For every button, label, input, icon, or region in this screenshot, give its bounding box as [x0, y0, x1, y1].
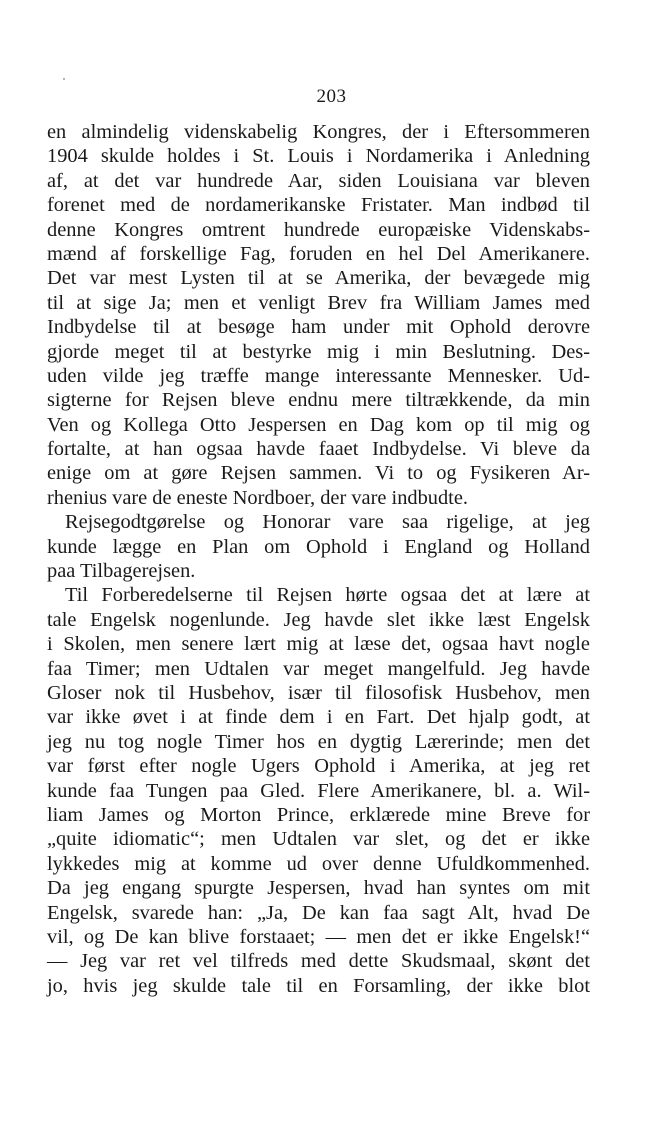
paper-speck — [63, 78, 65, 80]
text-line: paa Tilbagerejsen. — [47, 560, 196, 583]
text-line: Til Forberedelserne til Rejsen hørte ogsaa det at lære at — [65, 584, 590, 607]
body-text — [47, 120, 590, 998]
text-line: tale Engelsk nogenlunde. Jeg havde slet ikke læst Engelsk — [47, 608, 590, 631]
text-line: uden vilde jeg træffe mange interessante Mennesker. Ud- — [47, 364, 590, 387]
text-line: mænd af forskellige Fag, foruden en hel Del Amerikanere. — [47, 242, 590, 265]
text-line: i Skolen, men senere lært mig at læse det, ogsaa havt nogle — [47, 633, 590, 656]
text-line: fortalte, at han ogsaa havde faaet Indbydelse. Vi bleve da — [47, 438, 590, 461]
text-line: Indbydelse til at besøge ham under mit Ophold derovre — [47, 316, 590, 339]
text-line: var først efter nogle Ugers Ophold i Amerika, at jeg ret — [47, 755, 590, 778]
text-line: var ikke øvet i at finde dem i en Fart. Det hjalp godt, at — [47, 706, 590, 729]
text-line: vil, og De kan blive forstaaet; — men det er ikke Engelsk!“ — [47, 925, 590, 948]
text-line: faa Timer; men Udtalen var meget mangelfuld. Jeg havde — [47, 657, 590, 680]
text-line: 1904 skulde holdes i St. Louis i Nordamerika i Anledning — [47, 145, 590, 168]
text-line: jeg nu tog nogle Timer hos en dygtig Lærerinde; men det — [47, 730, 590, 753]
text-line: Da jeg engang spurgte Jespersen, hvad han syntes om mit — [47, 877, 590, 900]
text-line: Engelsk, svarede han: „Ja, De kan faa sagt Alt, hvad De — [47, 901, 590, 924]
text-line: en almindelig videnskabelig Kongres, der i Eftersommeren — [47, 121, 590, 143]
text-line: „quite idiomatic“; men Udtalen var slet, og det er ikke — [47, 828, 590, 851]
text-line: sigterne for Rejsen bleve endnu mere tiltrækkende, da min — [47, 389, 590, 412]
text-line: Gloser nok til Husbehov, især til filosofisk Husbehov, men — [47, 681, 590, 704]
text-line: lykkedes mig at komme ud over denne Ufuldkommenhed. — [47, 852, 590, 875]
text-line: rhenius vare de eneste Nordboer, der vare indbudte. — [47, 486, 468, 509]
text-line: kunde faa Tungen paa Gled. Flere Amerikanere, bl. a. Wil- — [47, 779, 590, 802]
text-line: til at sige Ja; men et venligt Brev fra William James med — [47, 291, 590, 314]
text-line: — Jeg var ret vel tilfreds med dette Skudsmaal, skønt det — [47, 950, 590, 973]
text-line: forenet med de nordamerikanske Fristater. Man indbød til — [47, 194, 590, 217]
text-line: Rejsegodtgørelse og Honorar vare saa rigelige, at jeg — [65, 511, 590, 534]
page-number: 203 — [316, 86, 347, 107]
text-line: Det var mest Lysten til at se Amerika, der bevægede mig — [47, 267, 590, 290]
text-line: gjorde meget til at bestyrke mig i min Beslutning. Des- — [47, 340, 590, 363]
text-line: enige om at gøre Rejsen sammen. Vi to og Fysikeren Ar- — [47, 462, 590, 485]
text-line: liam James og Morton Prince, erklærede mine Breve for — [47, 803, 590, 826]
text-line: denne Kongres omtrent hundrede europæiske Videnskabs- — [47, 218, 590, 241]
text-line: jo, hvis jeg skulde tale til en Forsamling, der ikke blot — [47, 974, 590, 997]
text-line: Ven og Kollega Otto Jespersen en Dag kom op til mig og — [47, 413, 590, 436]
text-line: af, at det var hundrede Aar, siden Louisiana var bleven — [47, 169, 590, 192]
text-line: kunde lægge en Plan om Ophold i England og Holland — [47, 535, 590, 558]
